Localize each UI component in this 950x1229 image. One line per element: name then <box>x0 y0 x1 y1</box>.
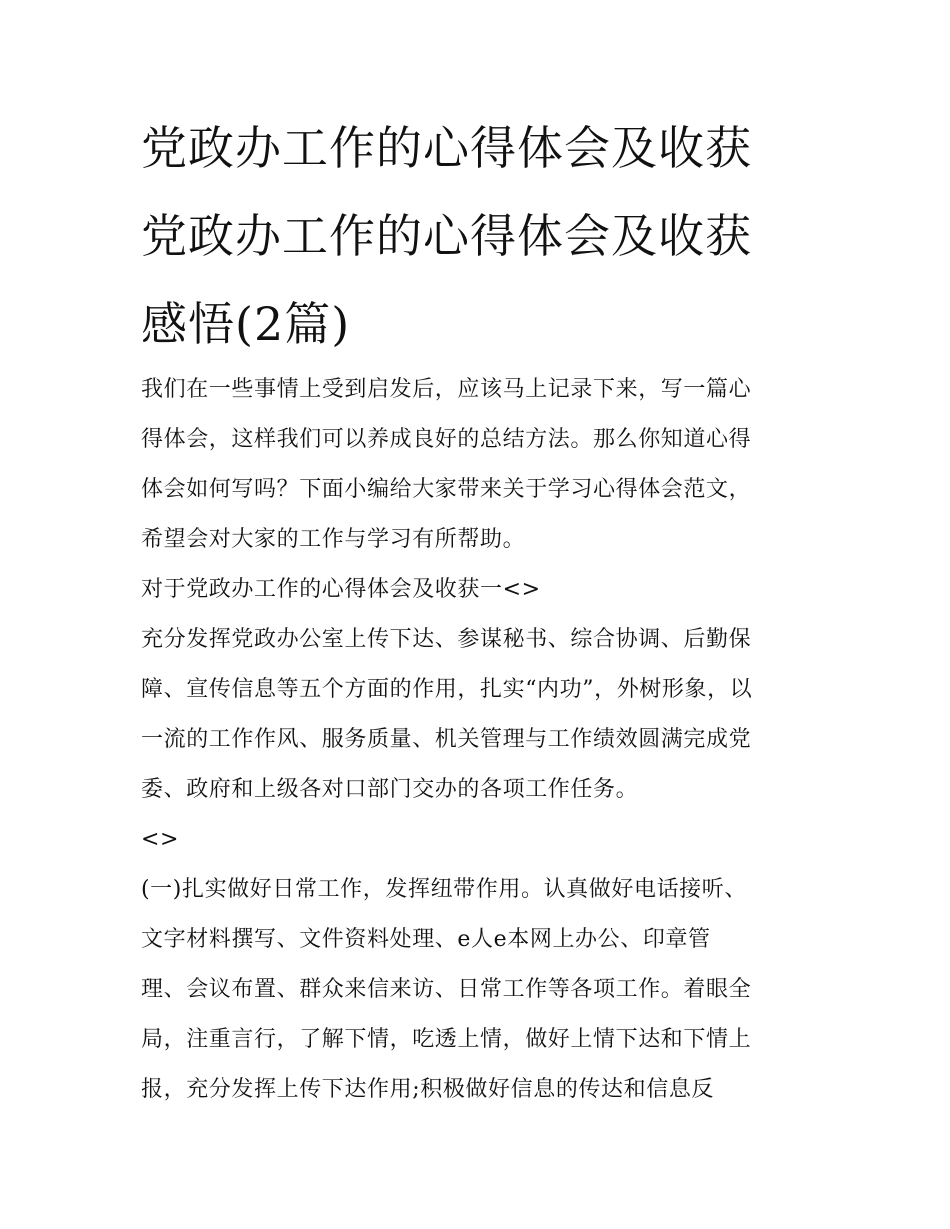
body-line: 报，充分发挥上传下达作用;积极做好信息的传达和信息反 <box>141 1077 715 1102</box>
body-line: 委、政府和上级各对口部门交办的各项工作任务。 <box>141 777 639 802</box>
document-body <box>141 376 821 1104</box>
body-line: (一)扎实做好日常工作，发挥纽带作用。认真做好电话接听、 <box>141 877 747 902</box>
body-line: 希望会对大家的工作与学习有所帮助。 <box>141 527 526 552</box>
body-line: 一流的工作作风、服务质量、机关管理与工作绩效圆满完成党 <box>141 727 752 752</box>
body-line: 体会如何写吗？下面小编给大家带来关于学习心得体会范文， <box>141 477 752 502</box>
body-line: 障、宣传信息等五个方面的作用，扎实“内功”，外树形象，以 <box>141 677 753 702</box>
title-line-2: 党政办工作的心得体会及收获 <box>141 209 752 263</box>
body-line: 我们在一些事情上受到启发后，应该马上记录下来，写一篇心 <box>141 377 752 402</box>
title-line-1: 党政办工作的心得体会及收获 <box>141 121 752 175</box>
body-line: 得体会，这样我们可以养成良好的总结方法。那么你知道心得 <box>141 427 752 452</box>
document-content <box>141 118 821 1126</box>
body-line: 充分发挥党政办公室上传下达、参谋秘书、综合协调、后勤保 <box>141 627 752 652</box>
separator-marker: <> <box>141 827 180 852</box>
section-heading: 对于党政办工作的心得体会及收获一<> <box>141 577 541 602</box>
document-title <box>141 118 821 354</box>
body-line: 理、会议布置、群众来信来访、日常工作等各项工作。着眼全 <box>141 977 752 1002</box>
title-line-3: 感悟(2篇) <box>141 297 351 351</box>
body-line: 文字材料撰写、文件资料处理、e人e本网上办公、印章管 <box>141 927 711 952</box>
body-line: 局，注重言行，了解下情，吃透上情，做好上情下达和下情上 <box>141 1027 752 1052</box>
